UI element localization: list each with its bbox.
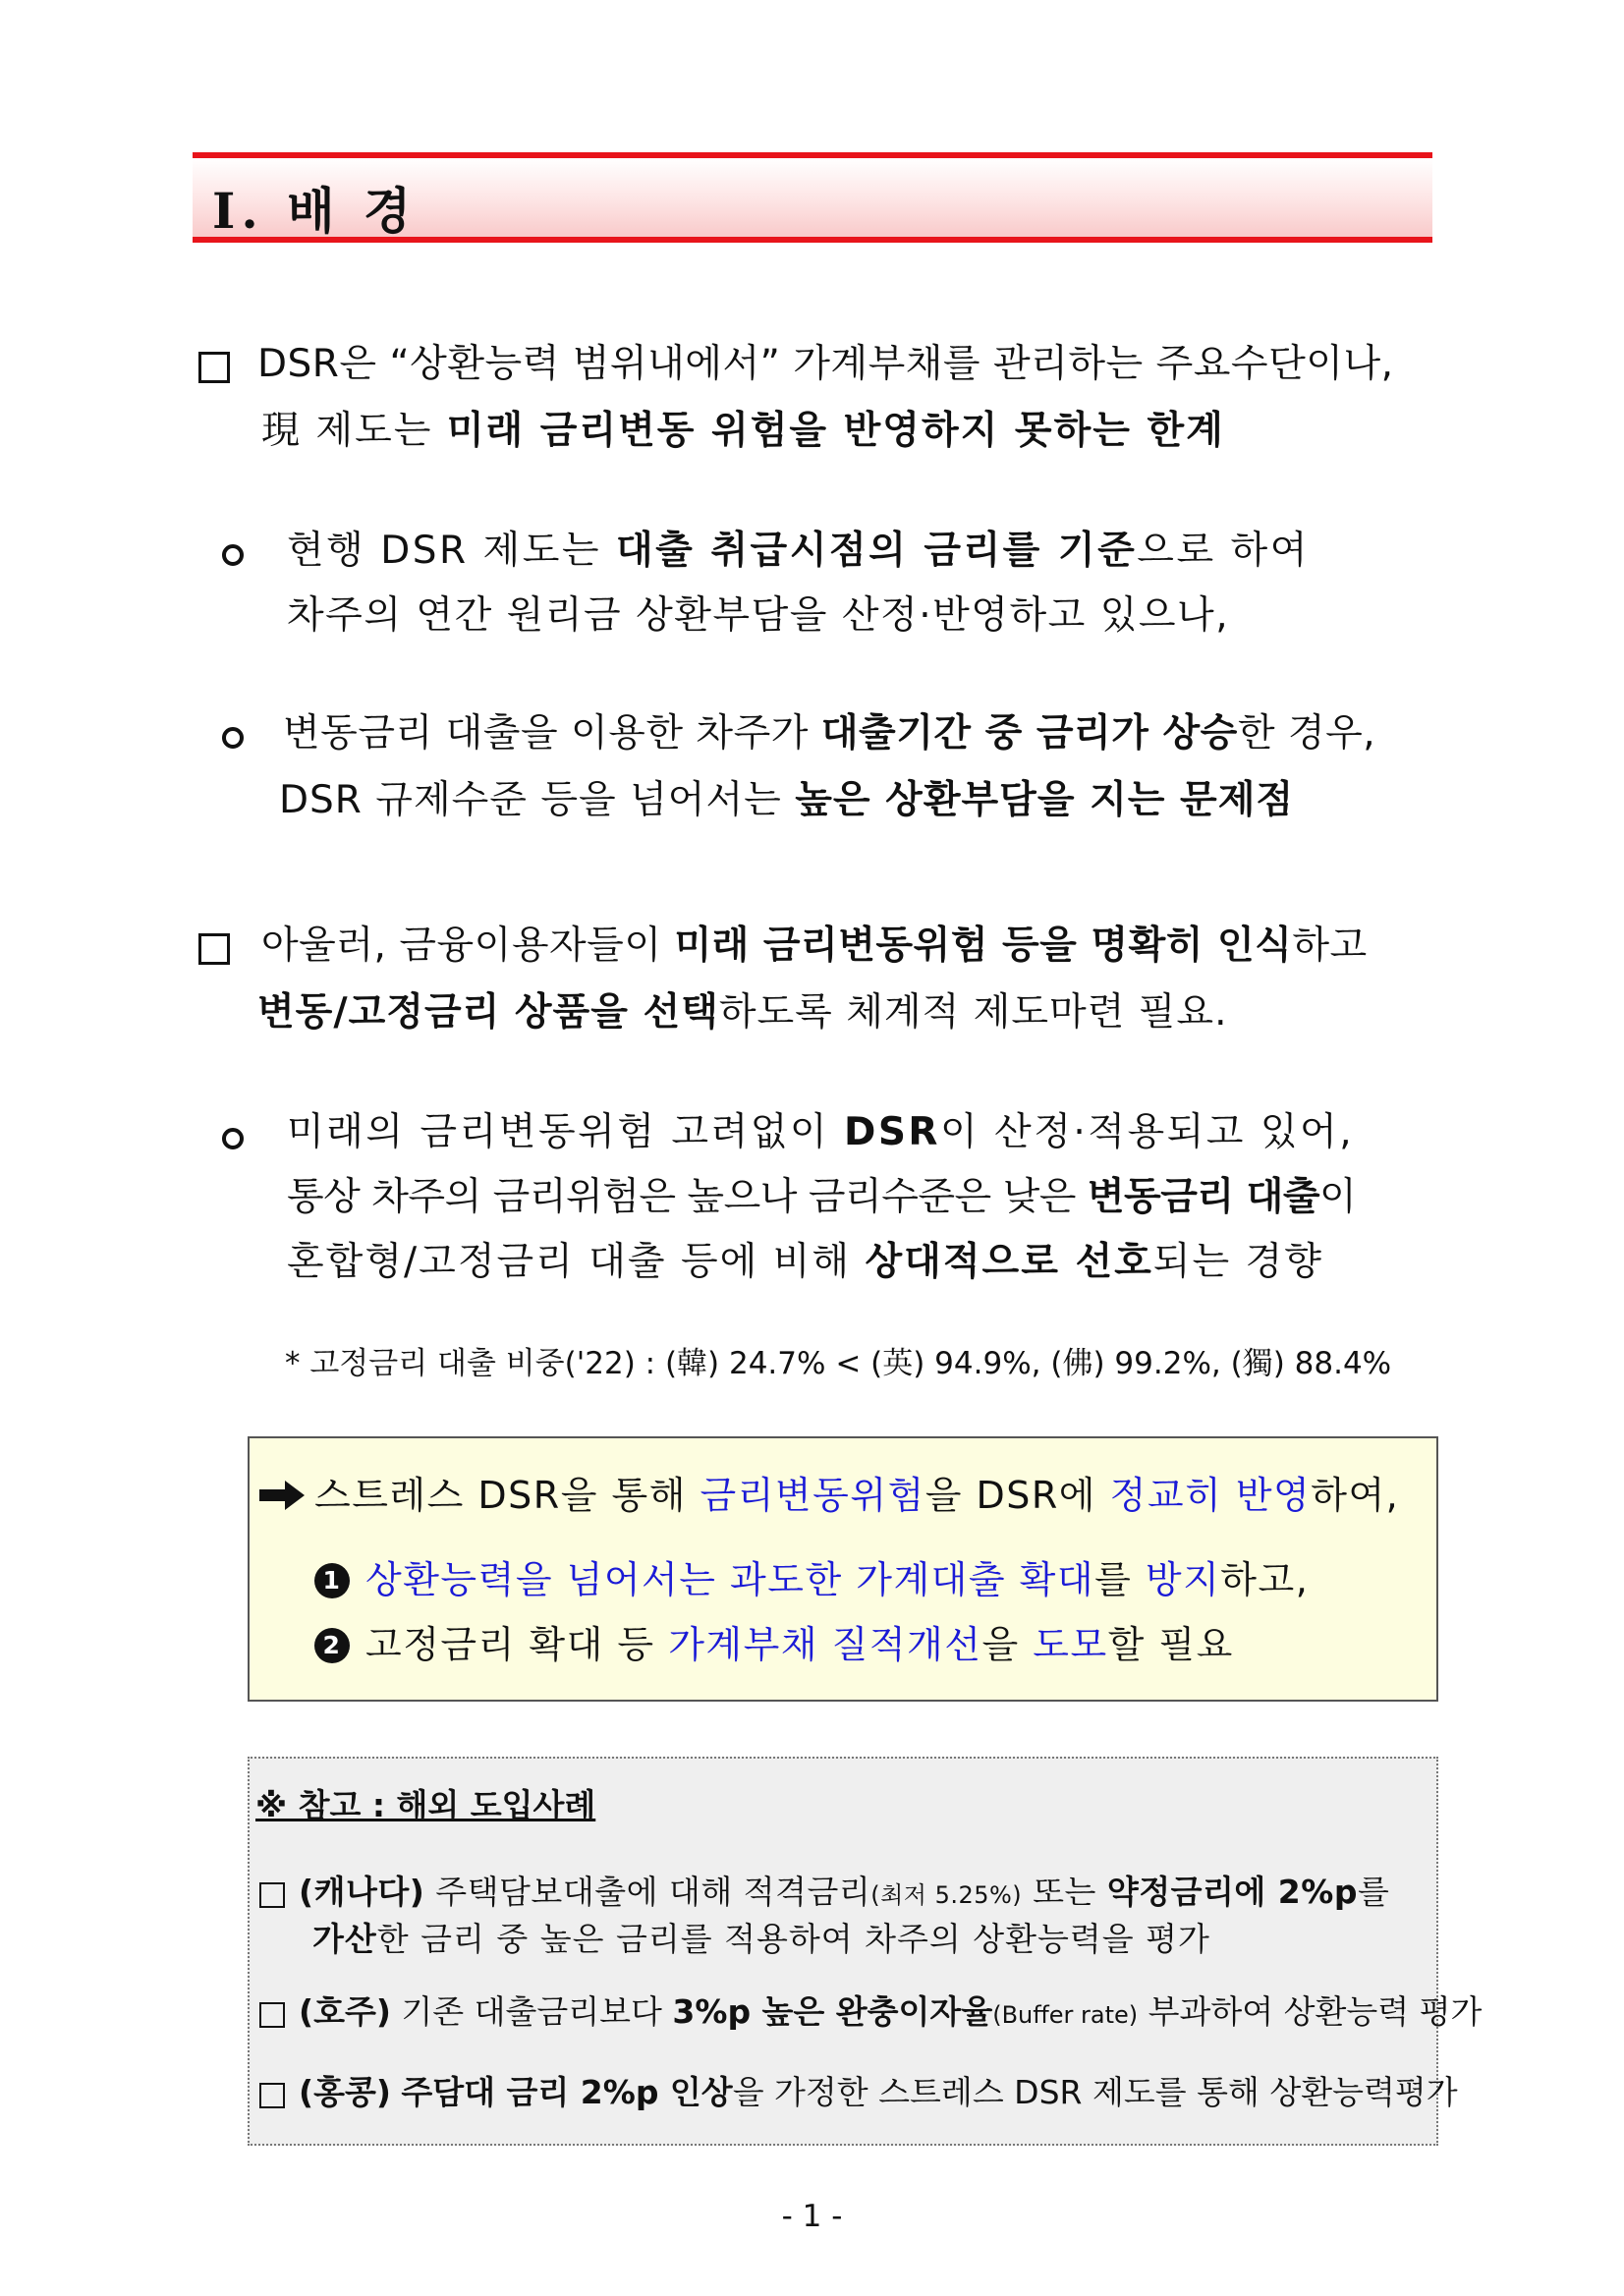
checkbox-square-icon — [198, 352, 230, 383]
reference-box — [248, 1757, 1483, 2146]
number-1-icon: 1 — [314, 1563, 350, 1598]
p1b-line2: DSR 규제수준 등을 넘어서는 높은 상환부담을 지는 문제점 — [279, 778, 1295, 822]
right-arrow-icon — [259, 1481, 305, 1510]
section-title — [212, 172, 417, 243]
checkbox-square-icon — [198, 933, 230, 965]
reference-hongkong-line: (홍콩) 주담대 금리 2%p 인상을 가정한 스트레스 DSR 제도를 통해 상환능력평가 — [299, 2073, 1458, 2111]
bullet-circle-icon — [222, 1128, 244, 1149]
p1a-line2: 차주의 연간 원리금 상환부담을 산정·반영하고 있으나, — [287, 593, 1230, 638]
p2-line2: 변동/고정금리 상품을 선택하도록 체계적 제도마련 필요. — [257, 990, 1228, 1035]
conclusion-line1: 스트레스 DSR을 통해 금리변동위험을 DSR에 정교히 반영하여, — [259, 1474, 1399, 1519]
reference-canada-line1: (캐나다) 주택담보대출에 대해 적격금리(최저 5.25%) 또는 약정금리에 2%p를 — [299, 1873, 1390, 1911]
p2-line1: 아울러, 금융이용자들이 미래 금리변동위험 등을 명확히 인식하고 — [261, 924, 1368, 968]
p1-line2: 現 제도는 미래 금리변동 위험을 반영하지 못하는 한계 — [261, 409, 1225, 453]
p1b-line1: 변동금리 대출을 이용한 차주가 대출기간 중 금리가 상승한 경우, — [283, 711, 1376, 756]
p1a-line1: 현행 DSR 제도는 대출 취급시점의 금리를 기준으로 하여 — [287, 529, 1310, 573]
p2a-line2: 통상 차주의 금리위험은 높으나 금리수준은 낮은 변동금리 대출이 — [287, 1175, 1357, 1219]
checkbox-square-icon — [259, 1882, 285, 1908]
number-2-icon: 2 — [314, 1628, 350, 1663]
p1-line1: DSR은 “상환능력 범위내에서” 가계부채를 관리하는 주요수단이나, — [257, 342, 1394, 386]
reference-canada-line2: 가산한 금리 중 높은 금리를 적용하여 차주의 상환능력을 평가 — [312, 1920, 1210, 1958]
conclusion-line3: 2 고정금리 확대 등 가계부채 질적개선을 도모할 필요 — [314, 1623, 1234, 1668]
checkbox-square-icon — [259, 2002, 285, 2028]
bullet-circle-icon — [222, 544, 244, 566]
section-numeral: Ⅰ. — [212, 182, 264, 240]
section-header — [193, 152, 1432, 243]
footnote: * 고정금리 대출 비중('22) : (韓) 24.7% < (英) 94.9%, (佛) 99.2%, (獨) 88.4% — [285, 1346, 1392, 1381]
p2a-line1: 미래의 금리변동위험 고려없이 DSR이 산정·적용되고 있어, — [287, 1110, 1355, 1154]
conclusion-line2: 1 상환능력을 넘어서는 과도한 가계대출 확대를 방지하고, — [314, 1558, 1309, 1603]
section-title-text: 배 경 — [287, 182, 418, 240]
bullet-circle-icon — [222, 727, 244, 749]
p2a-line3: 혼합형/고정금리 대출 등에 비해 상대적으로 선호되는 경향 — [287, 1240, 1323, 1284]
conclusion-box — [248, 1436, 1438, 1702]
reference-title: ※ 참고 : 해외 도입사례 — [255, 1786, 596, 1824]
page-number: - 1 - — [781, 2199, 843, 2234]
reference-australia-line: (호주) 기존 대출금리보다 3%p 높은 완충이자율(Buffer rate) 부과하여 상환능력 평가 — [299, 1992, 1483, 2031]
checkbox-square-icon — [259, 2083, 285, 2108]
